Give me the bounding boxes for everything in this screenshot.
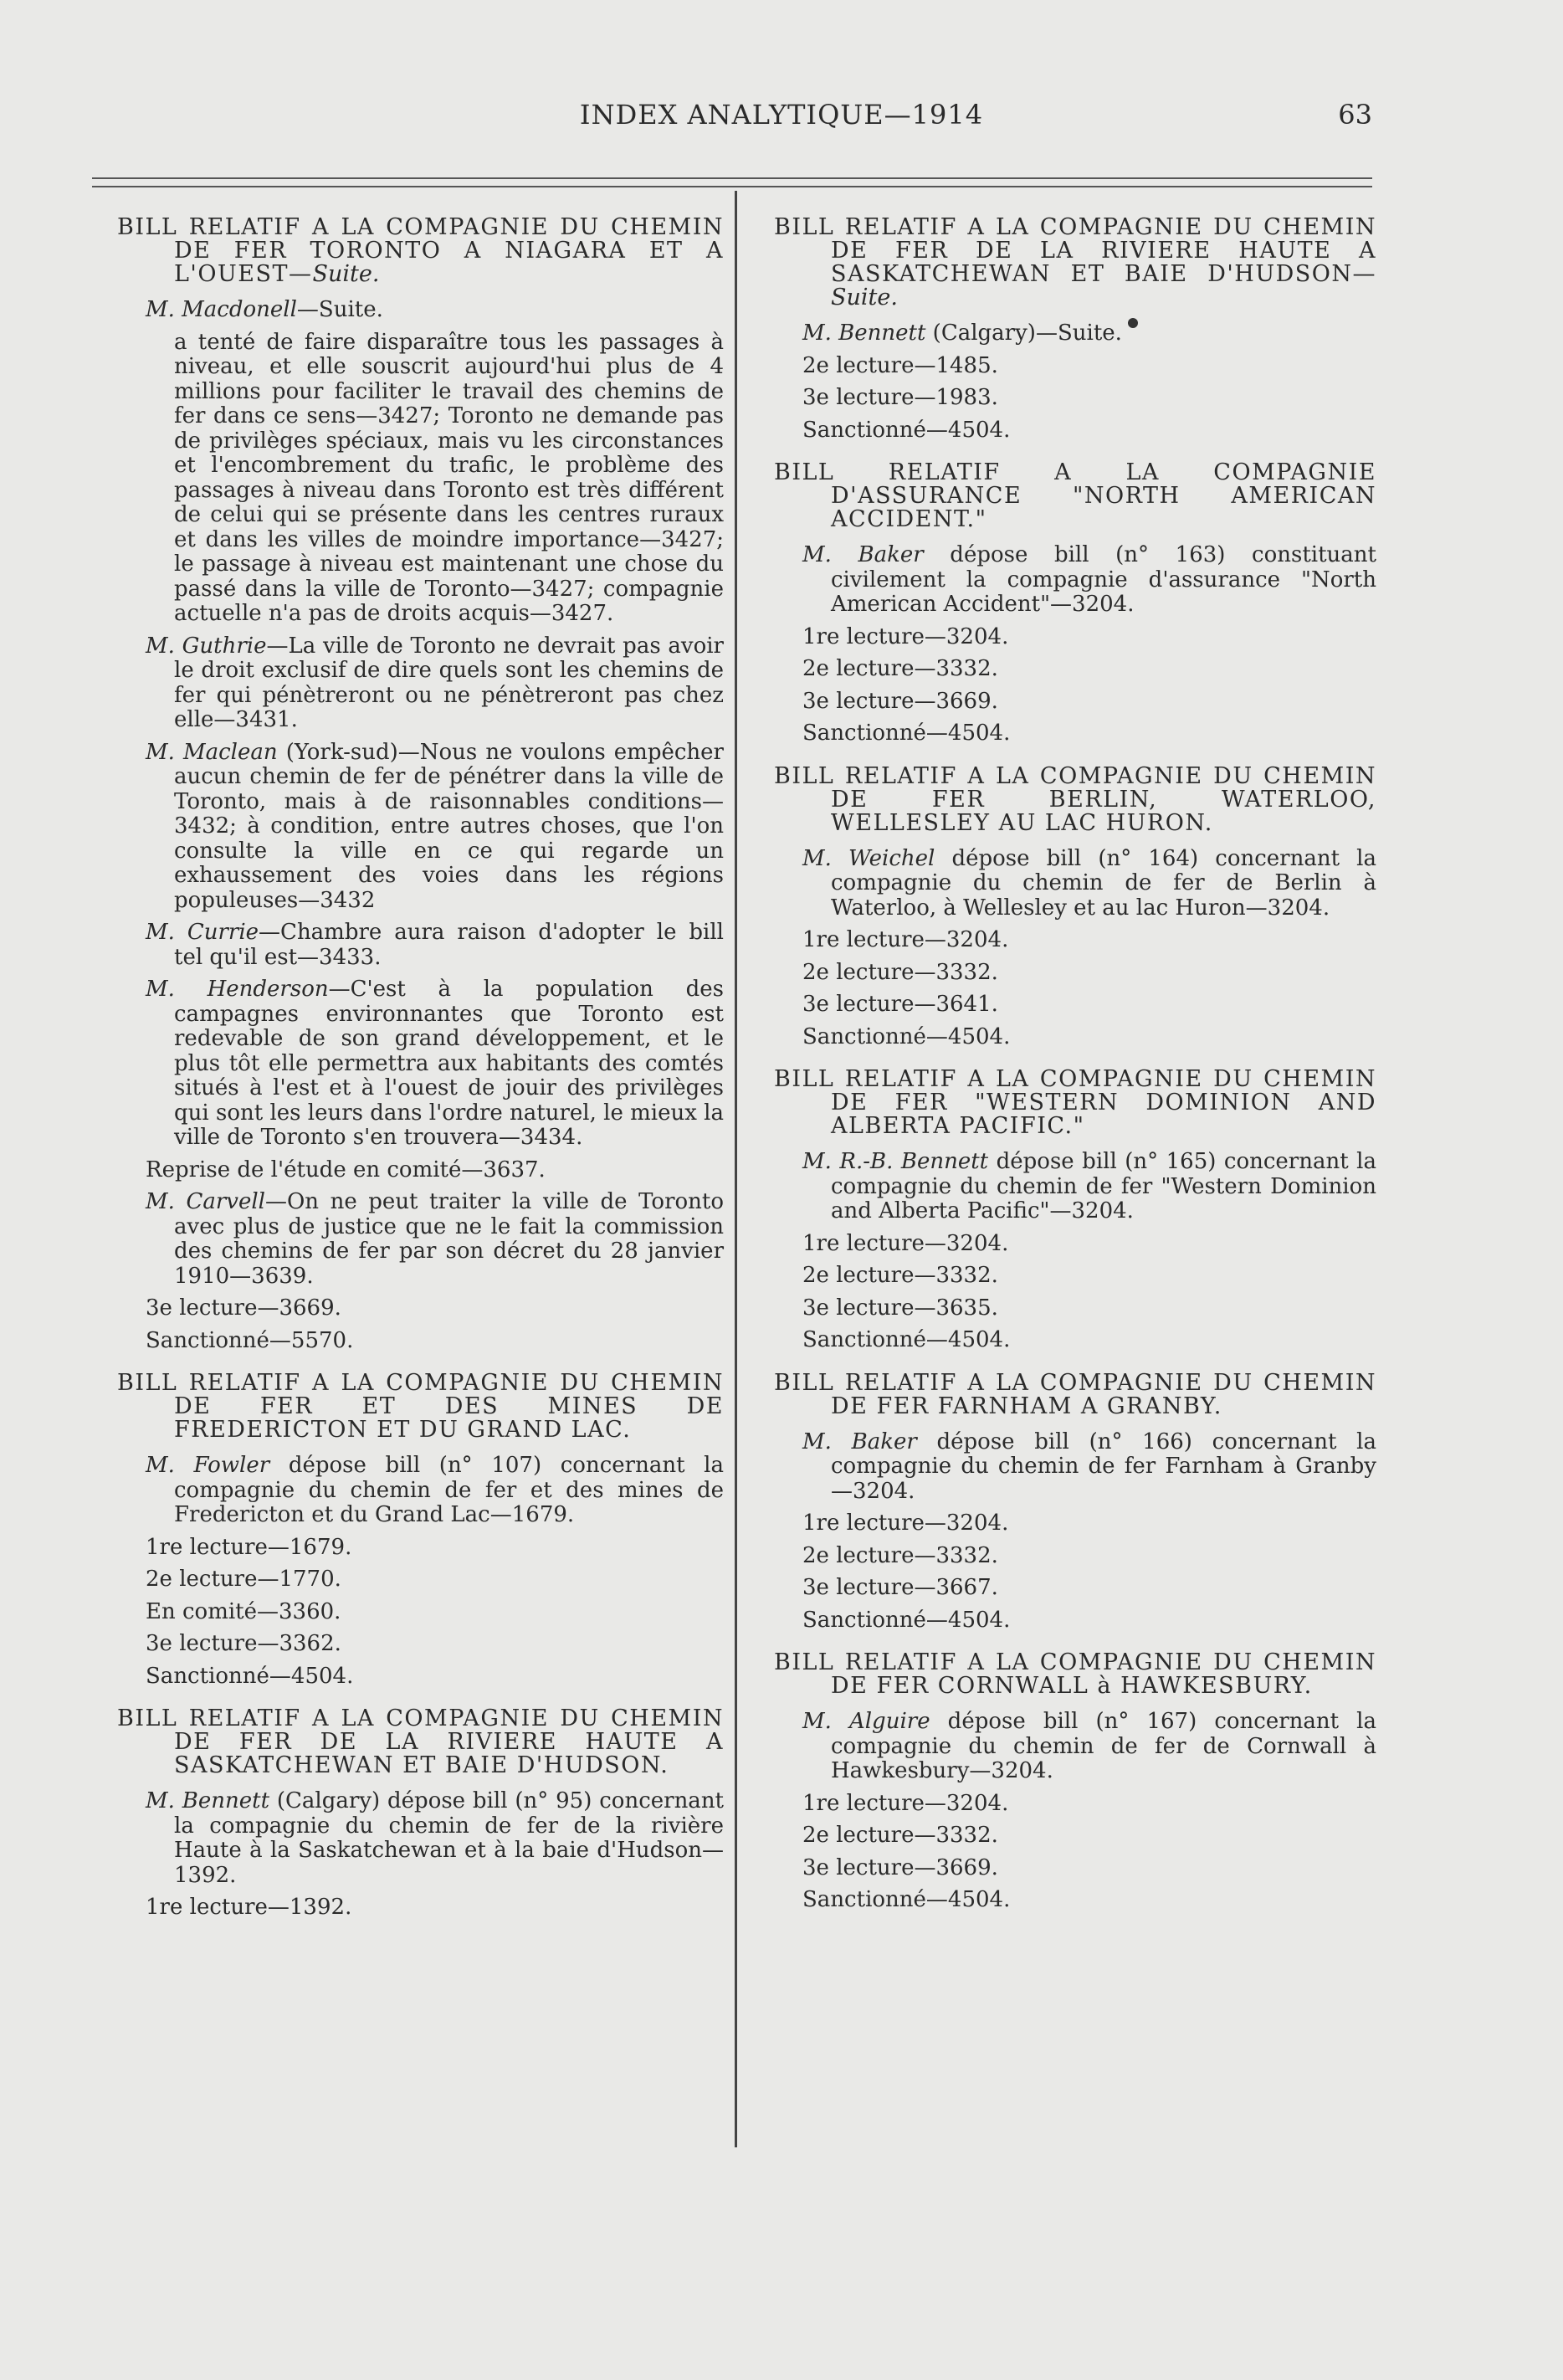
speech-entry: M. Baker dépose bill (n° 166) concernant la compagnie du chemin de fer Farnham à Granby—3204. [802, 1429, 1376, 1504]
speaker: M. Fowler [146, 1453, 270, 1478]
speech-entry: M. Carvell—On ne peut traiter la ville de Toronto avec plus de justice que ne le fait la commission des chemins de fer par son décret du 28 janvier 1910—3639. [146, 1189, 725, 1289]
stage-line: 2e lecture—3332. [802, 1263, 998, 1288]
entry-heading: BILL RELATIF A LA COMPAGNIE DU CHEMIN DE FER DE LA RIVIERE HAUTE A SASKATCHEWAN ET BAIE D'HUDSON—Suite. [774, 214, 1376, 310]
speech-entry: M. Macdonell—Suite. [146, 297, 383, 322]
index-entry [774, 1369, 1376, 1634]
index-entry [117, 1372, 724, 1689]
entry-heading: BILL RELATIF A LA COMPAGNIE DU CHEMIN DE FER FARNHAM A GRANBY. [774, 1369, 1376, 1419]
speaker: M. Henderson [146, 977, 329, 1002]
speech-entry: M. Weichel dépose bill (n° 164) concernant la compagnie du chemin de fer de Berlin à Waterloo, à Wellesley et au lac Huron—3204. [802, 845, 1376, 921]
stage-line: 1re lecture—3204. [802, 927, 1009, 952]
entry-heading: BILL RELATIF A LA COMPAGNIE DU CHEMIN DE FER BERLIN, WATERLOO, WELLESLEY AU LAC HURON. [774, 762, 1376, 836]
stage-line: 1re lecture—3204. [802, 1790, 1009, 1816]
index-entry [774, 216, 1376, 443]
stage-line: Reprise de l'étude en comité—3637. [146, 1157, 546, 1182]
entry-heading: BILL RELATIF A LA COMPAGNIE DU CHEMIN DE FER DE LA RIVIERE HAUTE A SASKATCHEWAN ET BAIE D'HUDSON. [117, 1705, 724, 1778]
speaker: M. Carvell [146, 1189, 265, 1214]
speech-entry: M. Guthrie—La ville de Toronto ne devrait pas avoir le droit exclusif de dire quels sont les chemins de fer qui pénètreront ou ne pénètreront pas chez elle—3431. [146, 633, 724, 732]
speaker: M. Baker [802, 542, 924, 567]
left-column [117, 216, 724, 1939]
stage-line: Sanctionné—4504. [146, 1663, 354, 1689]
speech-continuation: a tenté de faire disparaître tous les passages à niveau, et elle souscrit aujourd'hui plus de 4 millions pour faciliter le travail des chemins de fer dans ce sens—3427; Toronto ne demande pas de privilèges spéciaux, mais vu les circonstances et l'encombrement du trafic, le problème des passages à niveau dans Toronto est très différent de celui qui se présente dans les centres ruraux et dans les villes de moindre importance—3427; le passage à niveau est maintenant une chose du passé dans la ville de Toronto—3427; compagnie actuelle n'a pas de droits acquis—3427. [174, 329, 724, 626]
stage-line: Sanctionné—4504. [802, 1887, 1011, 1912]
running-head [0, 99, 1563, 132]
entry-heading: BILL RELATIF A LA COMPAGNIE D'ASSURANCE "NORTH AMERICAN ACCIDENT." [774, 459, 1376, 532]
stage-line: En comité—3360. [146, 1598, 341, 1624]
column-divider [735, 191, 737, 2147]
speaker: M. Guthrie [146, 633, 267, 659]
stage-line: 1re lecture—3204. [802, 1230, 1009, 1256]
speech-entry: M. Henderson—C'est à la population des campagnes environnantes que Toronto est redevable de son grand développement, et le plus tôt elle permettra aux habitants des comtés situés à l'est et à l'ouest de jouir des privilèges qui sont les leurs dans l'ordre naturel, le mieux la ville de Toronto s'en trouvera—3434. [146, 977, 724, 1150]
right-column [774, 216, 1376, 1931]
stage-line: 3e lecture—1983. [802, 385, 998, 410]
speaker: M. R.-B. Bennett [802, 1149, 989, 1174]
stage-line: Sanctionné—4504. [802, 1607, 1011, 1633]
header-rule-double [92, 186, 1372, 187]
speech-entry: M. Fowler dépose bill (n° 107) concernant la compagnie du chemin de fer et des mines de Fredericton et du Grand Lac—1679. [146, 1453, 724, 1527]
stage-line: 2e lecture—3332. [802, 959, 998, 985]
speaker: M. Alguire [802, 1709, 930, 1734]
speech-entry: M. Alguire dépose bill (n° 167) concernant la compagnie du chemin de fer de Cornwall à Hawkesbury—3204. [802, 1709, 1376, 1783]
page-title: INDEX ANALYTIQUE—1914 [579, 99, 984, 131]
stage-line: 3e lecture—3669. [802, 1854, 998, 1880]
speaker: M. Currie [146, 920, 259, 945]
index-entry [774, 762, 1376, 1050]
stage-line: 1re lecture—3204. [802, 1511, 1009, 1536]
stage-line: 1re lecture—3204. [802, 623, 1009, 649]
stage-line: 3e lecture—3669. [146, 1295, 341, 1321]
stage-line: 2e lecture—3332. [802, 656, 998, 681]
stage-line: 2e lecture—3332. [802, 1823, 998, 1848]
speech-entry: M. Currie—Chambre aura raison d'adopter le bill tel qu'il est—3433. [146, 920, 724, 970]
speaker: M. Baker [802, 1429, 917, 1454]
speaker: M. Weichel [802, 845, 935, 871]
speaker: M. Macdonell [146, 297, 297, 322]
index-entry [117, 216, 724, 1353]
speech-entry: M. R.-B. Bennett dépose bill (n° 165) concernant la compagnie du chemin de fer "Western Dominion and Alberta Pacific"—3204. [802, 1149, 1376, 1223]
entry-heading: BILL RELATIF A LA COMPAGNIE DU CHEMIN DE FER "WESTERN DOMINION AND ALBERTA PACIFIC." [774, 1066, 1376, 1139]
stage-line: 3e lecture—3669. [802, 688, 998, 714]
stage-line: 2e lecture—3332. [802, 1542, 998, 1568]
speaker: M. Bennett [802, 321, 926, 346]
speech-entry: M. Maclean (York-sud)—Nous ne voulons empêcher aucun chemin de fer de pénétrer dans la ville de Toronto, mais à de raisonnables conditions—3432; à condition, entre autres choses, que l'on consulte la ville en ce qui regarde un exhaussement des voies dans les régions populeuses—3432 [146, 739, 724, 913]
stage-line: 2e lecture—1770. [146, 1567, 341, 1592]
stage-line: 1re lecture—1392. [146, 1895, 352, 1920]
speaker: M. Maclean [146, 739, 278, 765]
stage-line: Sanctionné—4504. [802, 417, 1011, 443]
header-rule [92, 177, 1372, 179]
entry-heading: BILL RELATIF A LA COMPAGNIE DU CHEMIN DE FER TORONTO A NIAGARA ET A L'OUEST—Suite. [117, 214, 724, 287]
index-entry [774, 1068, 1376, 1353]
speech-entry: M. Baker dépose bill (n° 163) constituant civilement la compagnie d'assurance "North American Accident"—3204. [802, 542, 1376, 617]
speaker: M. Bennett [146, 1788, 270, 1813]
stage-line: 2e lecture—1485. [802, 352, 998, 378]
entry-heading: BILL RELATIF A LA COMPAGNIE DU CHEMIN DE FER CORNWALL à HAWKESBURY. [774, 1649, 1376, 1699]
stage-line: Sanctionné—4504. [802, 721, 1011, 746]
index-entry [117, 1707, 724, 1921]
stage-line: Sanctionné—4504. [802, 1327, 1011, 1352]
stage-line: 3e lecture—3667. [802, 1575, 998, 1600]
index-entry [774, 1651, 1376, 1913]
speech-entry: M. Bennett (Calgary) dépose bill (n° 95) concernant la compagnie du chemin de fer de la rivière Haute à la Saskatchewan et à la baie d'Hudson—1392. [146, 1788, 725, 1888]
page-number: 63 [1338, 99, 1372, 131]
stage-line: 3e lecture—3362. [146, 1631, 341, 1656]
stage-line: Sanctionné—5570. [146, 1327, 354, 1353]
speech-entry: M. Bennett (Calgary)—Suite. [802, 321, 1122, 346]
stage-line: 3e lecture—3635. [802, 1295, 998, 1321]
entry-heading: BILL RELATIF A LA COMPAGNIE DU CHEMIN DE FER ET DES MINES DE FREDERICTON ET DU GRAND LAC. [117, 1370, 724, 1443]
stage-line: 3e lecture—3641. [802, 992, 998, 1017]
stage-line: Sanctionné—4504. [802, 1023, 1011, 1049]
stage-line: 1re lecture—1679. [146, 1534, 352, 1560]
index-entry [774, 461, 1376, 746]
